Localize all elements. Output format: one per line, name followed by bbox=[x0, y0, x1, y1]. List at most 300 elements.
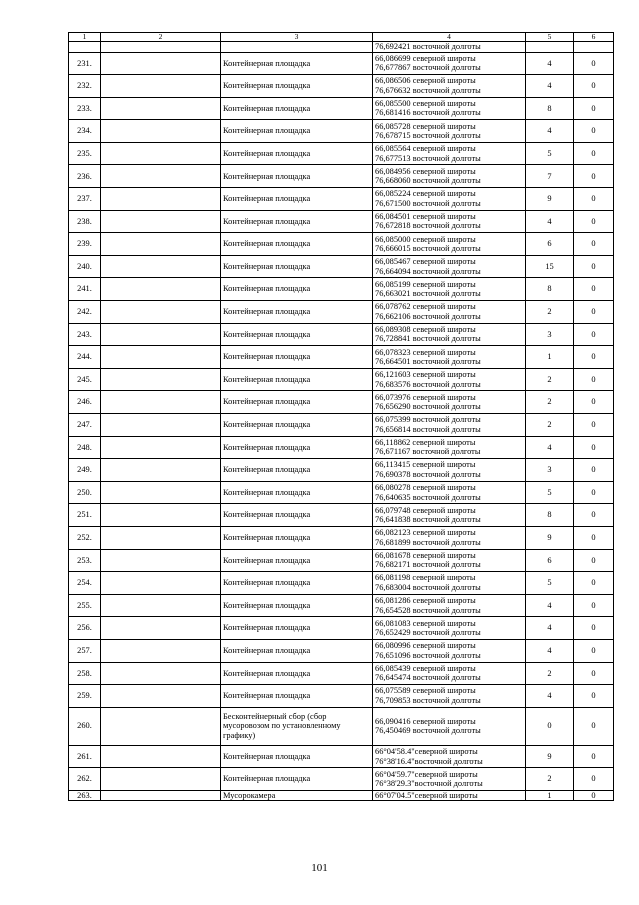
coord-line: 66,085000 северной широты bbox=[375, 234, 476, 244]
header-cell: 2 bbox=[101, 33, 221, 42]
cell-col6: 0 bbox=[574, 504, 614, 527]
cell-num: 238. bbox=[69, 210, 101, 233]
coord-line: 66,081678 северной широты bbox=[375, 550, 476, 560]
cell-col6: 0 bbox=[574, 639, 614, 662]
cell-num: 240. bbox=[69, 255, 101, 278]
cell-col6: 0 bbox=[574, 685, 614, 708]
cell-col6: 0 bbox=[574, 165, 614, 188]
register-table bbox=[68, 32, 614, 801]
coord-line: 66,084956 северной широты bbox=[375, 166, 476, 176]
cell-object: Контейнерная площадка bbox=[221, 97, 373, 120]
cell-col2 bbox=[101, 323, 221, 346]
cell-col2 bbox=[101, 233, 221, 256]
cell-count bbox=[526, 42, 574, 53]
cell-col2 bbox=[101, 210, 221, 233]
cell-col2 bbox=[101, 75, 221, 98]
cell-col2 bbox=[101, 414, 221, 437]
cell-count: 4 bbox=[526, 617, 574, 640]
cell-col6: 0 bbox=[574, 414, 614, 437]
cell-count: 4 bbox=[526, 436, 574, 459]
coord-line: 76,654528 восточной долготы bbox=[375, 605, 481, 615]
cell-num: 233. bbox=[69, 97, 101, 120]
table-row bbox=[69, 685, 614, 708]
cell-object bbox=[221, 42, 373, 53]
cell-object: Контейнерная площадка bbox=[221, 436, 373, 459]
cell-coords bbox=[373, 165, 526, 188]
table-row bbox=[69, 210, 614, 233]
coord-line: 66,085500 северной широты bbox=[375, 98, 476, 108]
table-row bbox=[69, 662, 614, 685]
cell-coords bbox=[373, 504, 526, 527]
table-row bbox=[69, 504, 614, 527]
coord-line: 66,082123 северной широты bbox=[375, 528, 476, 538]
cell-col2 bbox=[101, 768, 221, 791]
table-row bbox=[69, 97, 614, 120]
table-row bbox=[69, 301, 614, 324]
cell-num: 244. bbox=[69, 346, 101, 369]
cell-count: 6 bbox=[526, 233, 574, 256]
cell-coords bbox=[373, 685, 526, 708]
coord-line: 76°38'16.4"восточной долготы bbox=[375, 756, 483, 766]
cell-col2 bbox=[101, 594, 221, 617]
cell-col2 bbox=[101, 526, 221, 549]
header-cell: 3 bbox=[221, 33, 373, 42]
header-cell: 4 bbox=[373, 33, 526, 42]
cell-col6: 0 bbox=[574, 301, 614, 324]
cell-object: Контейнерная площадка bbox=[221, 572, 373, 595]
cell-object: Контейнерная площадка bbox=[221, 504, 373, 527]
coord-line: 66,085564 северной широты bbox=[375, 144, 476, 154]
coord-line: 66,078762 северной широты bbox=[375, 302, 476, 312]
cell-coords bbox=[373, 301, 526, 324]
header-cell: 6 bbox=[574, 33, 614, 42]
cell-count: 5 bbox=[526, 481, 574, 504]
cell-object: Контейнерная площадка bbox=[221, 368, 373, 391]
cell-coords bbox=[373, 120, 526, 143]
coord-line: 76,645474 восточной долготы bbox=[375, 673, 481, 683]
cell-object: Контейнерная площадка bbox=[221, 685, 373, 708]
cell-count: 0 bbox=[526, 707, 574, 745]
table-row bbox=[69, 639, 614, 662]
cell-count: 4 bbox=[526, 594, 574, 617]
cell-num: 243. bbox=[69, 323, 101, 346]
cell-col2 bbox=[101, 165, 221, 188]
table-row bbox=[69, 233, 614, 256]
cell-col6: 0 bbox=[574, 594, 614, 617]
table-body bbox=[69, 33, 614, 801]
cell-col6: 0 bbox=[574, 459, 614, 482]
cell-col6: 0 bbox=[574, 97, 614, 120]
coord-line: 66,118862 северной широты bbox=[375, 437, 476, 447]
cell-object: Контейнерная площадка bbox=[221, 639, 373, 662]
table-row bbox=[69, 617, 614, 640]
coord-line: 76,656290 восточной долготы bbox=[375, 402, 481, 412]
table-row bbox=[69, 594, 614, 617]
cell-object: Контейнерная площадка bbox=[221, 188, 373, 211]
cell-coords bbox=[373, 368, 526, 391]
cell-col6: 0 bbox=[574, 745, 614, 768]
table-row bbox=[69, 346, 614, 369]
cell-num: 250. bbox=[69, 481, 101, 504]
cell-col6: 0 bbox=[574, 233, 614, 256]
coord-line: 76,641838 восточной долготы bbox=[375, 515, 481, 525]
table-row bbox=[69, 790, 614, 801]
cell-coords bbox=[373, 549, 526, 572]
cell-count: 4 bbox=[526, 210, 574, 233]
table-row bbox=[69, 707, 614, 745]
cell-count: 3 bbox=[526, 323, 574, 346]
cell-object: Контейнерная площадка bbox=[221, 526, 373, 549]
cell-object: Контейнерная площадка bbox=[221, 75, 373, 98]
cell-object: Контейнерная площадка bbox=[221, 210, 373, 233]
header-row bbox=[69, 33, 614, 42]
cell-col2 bbox=[101, 745, 221, 768]
coord-line: 76,681416 восточной долготы bbox=[375, 108, 481, 118]
coord-line: 66°04'59.7"северной широты bbox=[375, 769, 478, 779]
cell-col6: 0 bbox=[574, 662, 614, 685]
coord-line: 66,085439 северной широты bbox=[375, 663, 476, 673]
cell-num: 232. bbox=[69, 75, 101, 98]
cell-num: 231. bbox=[69, 52, 101, 75]
cell-count: 2 bbox=[526, 368, 574, 391]
cell-num bbox=[69, 42, 101, 53]
cell-object: Контейнерная площадка bbox=[221, 278, 373, 301]
table-row bbox=[69, 278, 614, 301]
cell-count: 3 bbox=[526, 459, 574, 482]
cell-coords bbox=[373, 745, 526, 768]
cell-col2 bbox=[101, 346, 221, 369]
cell-num: 247. bbox=[69, 414, 101, 437]
table-row bbox=[69, 391, 614, 414]
cell-col6 bbox=[574, 42, 614, 53]
cell-count: 8 bbox=[526, 504, 574, 527]
cell-col6: 0 bbox=[574, 368, 614, 391]
table-row bbox=[69, 368, 614, 391]
table-row bbox=[69, 414, 614, 437]
table-row bbox=[69, 549, 614, 572]
page-number: 101 bbox=[311, 862, 328, 874]
coord-line: 66,084501 северной широты bbox=[375, 211, 476, 221]
cell-coords bbox=[373, 594, 526, 617]
cell-count: 2 bbox=[526, 768, 574, 791]
table-row bbox=[69, 165, 614, 188]
table-row bbox=[69, 481, 614, 504]
table-row bbox=[69, 188, 614, 211]
coord-line: 76,656814 восточной долготы bbox=[375, 424, 481, 434]
coord-line: 76,677513 восточной долготы bbox=[375, 153, 481, 163]
cell-count: 15 bbox=[526, 255, 574, 278]
cell-col2 bbox=[101, 188, 221, 211]
cell-col2 bbox=[101, 97, 221, 120]
cell-count: 5 bbox=[526, 572, 574, 595]
cell-num: 255. bbox=[69, 594, 101, 617]
cell-col2 bbox=[101, 52, 221, 75]
coord-line: 76,683004 восточной долготы bbox=[375, 582, 481, 592]
cell-num: 248. bbox=[69, 436, 101, 459]
cell-num: 235. bbox=[69, 142, 101, 165]
cell-col6: 0 bbox=[574, 391, 614, 414]
cell-col2 bbox=[101, 42, 221, 53]
cell-coords bbox=[373, 707, 526, 745]
cell-count: 9 bbox=[526, 526, 574, 549]
cell-col2 bbox=[101, 142, 221, 165]
header-cell: 5 bbox=[526, 33, 574, 42]
cell-object: Контейнерная площадка bbox=[221, 662, 373, 685]
cell-col2 bbox=[101, 790, 221, 801]
cell-coords bbox=[373, 346, 526, 369]
cell-col6: 0 bbox=[574, 436, 614, 459]
cell-coords bbox=[373, 414, 526, 437]
coord-line: 76,728841 восточной долготы bbox=[375, 334, 481, 344]
cell-num: 249. bbox=[69, 459, 101, 482]
cell-object: Контейнерная площадка bbox=[221, 233, 373, 256]
cell-col6: 0 bbox=[574, 188, 614, 211]
cell-coords bbox=[373, 52, 526, 75]
coord-line: 66,079748 северной широты bbox=[375, 505, 476, 515]
coord-line: 76,662106 восточной долготы bbox=[375, 311, 481, 321]
cell-count: 8 bbox=[526, 278, 574, 301]
cell-object: Контейнерная площадка bbox=[221, 120, 373, 143]
coord-line: 76,666015 восточной долготы bbox=[375, 244, 481, 254]
coord-line: 66,081083 северной широты bbox=[375, 618, 476, 628]
cell-num: 237. bbox=[69, 188, 101, 211]
cell-coords bbox=[373, 233, 526, 256]
cell-coords bbox=[373, 572, 526, 595]
cell-col2 bbox=[101, 368, 221, 391]
cell-object: Контейнерная площадка bbox=[221, 323, 373, 346]
cell-coords bbox=[373, 768, 526, 791]
cell-object: Контейнерная площадка bbox=[221, 346, 373, 369]
cell-num: 259. bbox=[69, 685, 101, 708]
coord-line: 76,690378 восточной долготы bbox=[375, 469, 481, 479]
cell-count: 2 bbox=[526, 414, 574, 437]
cell-col6: 0 bbox=[574, 526, 614, 549]
cell-col6: 0 bbox=[574, 707, 614, 745]
cell-col2 bbox=[101, 504, 221, 527]
cell-count: 6 bbox=[526, 549, 574, 572]
cell-col6: 0 bbox=[574, 142, 614, 165]
cell-num: 242. bbox=[69, 301, 101, 324]
cell-col6: 0 bbox=[574, 52, 614, 75]
cell-coords bbox=[373, 617, 526, 640]
coord-line: 76,678715 восточной долготы bbox=[375, 131, 481, 141]
cell-num: 261. bbox=[69, 745, 101, 768]
cell-count: 9 bbox=[526, 745, 574, 768]
coord-line: 66,085728 северной широты bbox=[375, 121, 476, 131]
cell-coords bbox=[373, 391, 526, 414]
cell-col6: 0 bbox=[574, 481, 614, 504]
cell-object: Контейнерная площадка bbox=[221, 301, 373, 324]
cell-num: 234. bbox=[69, 120, 101, 143]
cell-object: Контейнерная площадка bbox=[221, 745, 373, 768]
coord-line: 76,664501 восточной долготы bbox=[375, 357, 481, 367]
cell-col6: 0 bbox=[574, 572, 614, 595]
cell-object: Контейнерная площадка bbox=[221, 255, 373, 278]
cell-object: Контейнерная площадка bbox=[221, 52, 373, 75]
cell-coords bbox=[373, 526, 526, 549]
cell-col6: 0 bbox=[574, 278, 614, 301]
cell-num: 252. bbox=[69, 526, 101, 549]
coord-line: 76°38'29.3"восточной долготы bbox=[375, 779, 483, 789]
cell-col2 bbox=[101, 301, 221, 324]
cell-num: 251. bbox=[69, 504, 101, 527]
cell-col6: 0 bbox=[574, 120, 614, 143]
table-row bbox=[69, 436, 614, 459]
coord-line: 76,682171 восточной долготы bbox=[375, 560, 481, 570]
cell-num: 263. bbox=[69, 790, 101, 801]
cell-col6: 0 bbox=[574, 617, 614, 640]
cell-col2 bbox=[101, 255, 221, 278]
table-row bbox=[69, 120, 614, 143]
table-row bbox=[69, 459, 614, 482]
cell-col2 bbox=[101, 120, 221, 143]
cell-count: 7 bbox=[526, 165, 574, 188]
table-row bbox=[69, 142, 614, 165]
cell-coords bbox=[373, 639, 526, 662]
cell-object: Контейнерная площадка bbox=[221, 768, 373, 791]
cell-object: Бесконтейнерный сбор (сбор мусоровозом по установленному графику) bbox=[221, 707, 373, 745]
coord-line: 76,663021 восточной долготы bbox=[375, 289, 481, 299]
coord-line: 66,075399 восточной долготы bbox=[375, 415, 481, 425]
coord-line: 66,073976 северной широты bbox=[375, 392, 476, 402]
cell-count: 4 bbox=[526, 52, 574, 75]
coord-line: 66,086699 северной широты bbox=[375, 53, 476, 63]
coord-line: 66,085467 северной широты bbox=[375, 257, 476, 267]
cell-object: Контейнерная площадка bbox=[221, 594, 373, 617]
cell-col6: 0 bbox=[574, 75, 614, 98]
cell-object: Контейнерная площадка bbox=[221, 142, 373, 165]
cell-coords bbox=[373, 436, 526, 459]
cell-col6: 0 bbox=[574, 323, 614, 346]
cell-count: 1 bbox=[526, 346, 574, 369]
coord-line: 66,080278 северной широты bbox=[375, 483, 476, 493]
coord-line: 76,668060 восточной долготы bbox=[375, 176, 481, 186]
cell-count: 2 bbox=[526, 391, 574, 414]
cell-coords: 76,692421 восточной долготы bbox=[373, 42, 526, 53]
coord-line: 66,121603 северной широты bbox=[375, 370, 476, 380]
cell-object: Контейнерная площадка bbox=[221, 165, 373, 188]
coord-line: 76,671167 восточной долготы bbox=[375, 447, 481, 457]
coord-line: 76,450469 восточной долготы bbox=[375, 726, 481, 736]
cell-col6: 0 bbox=[574, 255, 614, 278]
cell-num: 254. bbox=[69, 572, 101, 595]
cell-coords bbox=[373, 188, 526, 211]
continuation-row bbox=[69, 42, 614, 53]
cell-num: 241. bbox=[69, 278, 101, 301]
cell-col6: 0 bbox=[574, 790, 614, 801]
table-row bbox=[69, 768, 614, 791]
cell-count: 2 bbox=[526, 662, 574, 685]
cell-num: 246. bbox=[69, 391, 101, 414]
cell-object: Мусорокамера bbox=[221, 790, 373, 801]
cell-num: 245. bbox=[69, 368, 101, 391]
cell-coords bbox=[373, 459, 526, 482]
coord-line: 76,640635 восточной долготы bbox=[375, 492, 481, 502]
cell-coords bbox=[373, 278, 526, 301]
cell-col2 bbox=[101, 459, 221, 482]
coord-line: 76,683576 восточной долготы bbox=[375, 379, 481, 389]
cell-object: Контейнерная площадка bbox=[221, 459, 373, 482]
cell-coords bbox=[373, 210, 526, 233]
cell-num: 257. bbox=[69, 639, 101, 662]
cell-count: 8 bbox=[526, 97, 574, 120]
cell-object: Контейнерная площадка bbox=[221, 549, 373, 572]
coord-line: 66,086506 северной широты bbox=[375, 76, 476, 86]
coord-line: 76,652429 восточной долготы bbox=[375, 628, 481, 638]
cell-count: 4 bbox=[526, 639, 574, 662]
cell-col2 bbox=[101, 481, 221, 504]
cell-num: 258. bbox=[69, 662, 101, 685]
cell-coords bbox=[373, 662, 526, 685]
table-row bbox=[69, 745, 614, 768]
coord-line: 76,709853 восточной долготы bbox=[375, 695, 481, 705]
cell-num: 236. bbox=[69, 165, 101, 188]
cell-col2 bbox=[101, 572, 221, 595]
cell-object: Контейнерная площадка bbox=[221, 414, 373, 437]
coord-line: 66,081198 северной широты bbox=[375, 573, 476, 583]
table-row bbox=[69, 572, 614, 595]
cell-col2 bbox=[101, 436, 221, 459]
coord-line: 66,075589 северной широты bbox=[375, 686, 476, 696]
coord-line: 66,113415 северной широты bbox=[375, 460, 476, 470]
cell-coords bbox=[373, 142, 526, 165]
cell-count: 4 bbox=[526, 75, 574, 98]
coord-line: 76,677867 восточной долготы bbox=[375, 63, 481, 73]
coord-line: 66,078323 северной широты bbox=[375, 347, 476, 357]
cell-num: 262. bbox=[69, 768, 101, 791]
cell-coords bbox=[373, 97, 526, 120]
cell-count: 1 bbox=[526, 790, 574, 801]
cell-col2 bbox=[101, 549, 221, 572]
cell-col2 bbox=[101, 685, 221, 708]
cell-col2 bbox=[101, 391, 221, 414]
coord-line: 66,085199 северной широты bbox=[375, 279, 476, 289]
cell-count: 5 bbox=[526, 142, 574, 165]
coord-line: 76,671500 восточной долготы bbox=[375, 198, 481, 208]
cell-count: 4 bbox=[526, 120, 574, 143]
cell-coords bbox=[373, 790, 526, 801]
table-row bbox=[69, 255, 614, 278]
cell-coords bbox=[373, 323, 526, 346]
cell-col2 bbox=[101, 707, 221, 745]
cell-num: 260. bbox=[69, 707, 101, 745]
cell-col2 bbox=[101, 278, 221, 301]
coord-line: 76,676632 восточной долготы bbox=[375, 85, 481, 95]
cell-col2 bbox=[101, 617, 221, 640]
table-row bbox=[69, 526, 614, 549]
cell-coords bbox=[373, 75, 526, 98]
cell-num: 256. bbox=[69, 617, 101, 640]
coord-line: 66,089308 северной широты bbox=[375, 324, 476, 334]
cell-col6: 0 bbox=[574, 549, 614, 572]
cell-num: 253. bbox=[69, 549, 101, 572]
header-cell: 1 bbox=[69, 33, 101, 42]
cell-coords bbox=[373, 255, 526, 278]
table-row bbox=[69, 52, 614, 75]
coord-line: 76,664094 восточной долготы bbox=[375, 266, 481, 276]
table-row bbox=[69, 75, 614, 98]
cell-col6: 0 bbox=[574, 210, 614, 233]
coord-line: 76,672818 восточной долготы bbox=[375, 221, 481, 231]
cell-col6: 0 bbox=[574, 346, 614, 369]
coord-line: 76,681899 восточной долготы bbox=[375, 537, 481, 547]
table-row bbox=[69, 323, 614, 346]
cell-num: 239. bbox=[69, 233, 101, 256]
cell-col2 bbox=[101, 662, 221, 685]
coord-line: 66°07'04.5"северной широты bbox=[375, 790, 478, 800]
coord-line: 66,090416 северной широты bbox=[375, 716, 476, 726]
cell-coords bbox=[373, 481, 526, 504]
